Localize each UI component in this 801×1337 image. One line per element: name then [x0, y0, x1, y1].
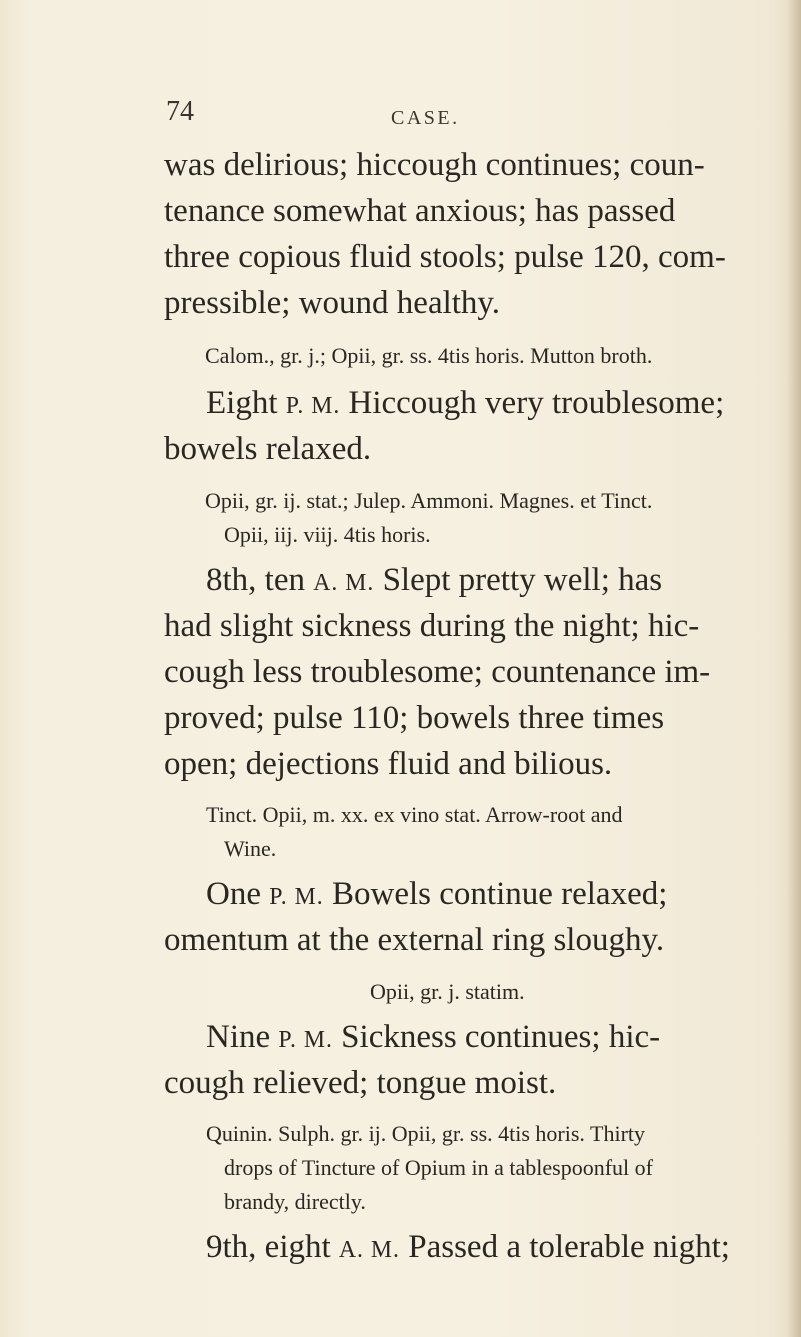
prescription-line: Opii, gr. j. statim. [370, 979, 525, 1004]
time-marker: P. M. [278, 1027, 333, 1053]
text-line: omentum at the external ring sloughy. [164, 922, 665, 958]
page-number: 74 [166, 96, 194, 127]
prescription-line: Calom., gr. j.; Opii, gr. ss. 4tis horis. Mutton broth. [205, 343, 653, 368]
time-marker: P. M. [269, 884, 324, 910]
entry-heading-line [206, 1019, 660, 1056]
entry-lead: 8th, ten [206, 562, 305, 598]
prescription-line: Opii, iij. viij. 4tis horis. [224, 522, 431, 547]
entry-text: Sickness continues; hic- [341, 1019, 661, 1055]
entry-heading-line [206, 385, 724, 422]
entry-heading-line [206, 562, 662, 599]
text-line: three copious fluid stools; pulse 120, com- [164, 239, 726, 275]
text-line: cough less troublesome; countenance im- [164, 654, 711, 690]
entry-text: Bowels continue relaxed; [332, 876, 668, 912]
text-line: had slight sickness during the night; hic- [164, 608, 700, 644]
text-line: tenance somewhat anxious; has passed [164, 193, 676, 229]
time-marker: A. M. [338, 1237, 400, 1263]
text-line: pressible; wound healthy. [164, 285, 501, 321]
running-head: CASE. [391, 107, 460, 129]
prescription-line: brandy, directly. [224, 1189, 366, 1214]
prescription-line: Opii, gr. ij. stat.; Julep. Ammoni. Magnes. et Tinct. [205, 488, 653, 513]
text-line: bowels relaxed. [164, 431, 372, 467]
entry-lead: Eight [206, 385, 278, 421]
prescription-line: drops of Tincture of Opium in a tablespoonful of [224, 1155, 653, 1180]
text-line: cough relieved; tongue moist. [164, 1065, 557, 1101]
time-marker: P. M. [285, 393, 341, 419]
prescription-line: Wine. [224, 836, 277, 861]
entry-text: Hiccough very troublesome; [348, 385, 725, 421]
entry-text: Slept pretty well; has [382, 562, 663, 598]
text-line: was delirious; hiccough continues; coun- [164, 147, 705, 183]
entry-heading-line [206, 876, 667, 913]
entry-lead: 9th, eight [206, 1229, 331, 1265]
entry-lead: One [206, 876, 261, 912]
page-edge-shadow [787, 0, 801, 1337]
text-line: open; dejections fluid and bilious. [164, 746, 613, 782]
prescription-line: Quinin. Sulph. gr. ij. Opii, gr. ss. 4tis horis. Thirty [206, 1121, 646, 1146]
text-line: proved; pulse 110; bowels three times [164, 700, 665, 736]
entry-text: Passed a tolerable night; [408, 1229, 730, 1265]
entry-heading-line [206, 1229, 730, 1266]
time-marker: A. M. [313, 570, 375, 596]
entry-lead: Nine [206, 1019, 271, 1055]
prescription-line: Tinct. Opii, m. xx. ex vino stat. Arrow-root and [206, 802, 623, 827]
